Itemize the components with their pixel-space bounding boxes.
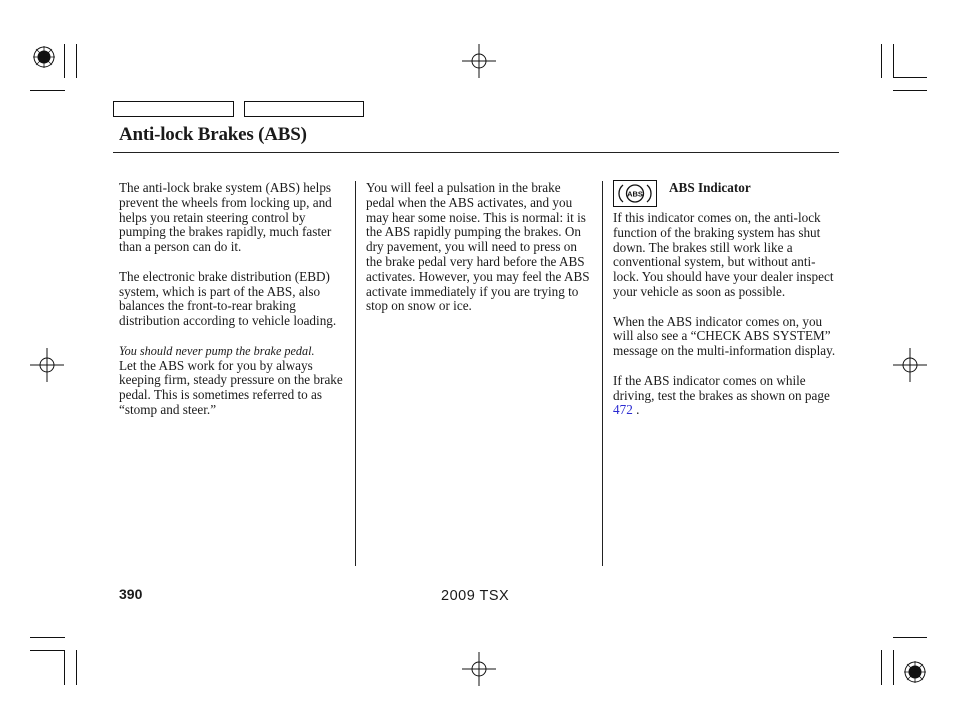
crosshair-icon: [462, 44, 496, 78]
title-divider: [113, 152, 839, 153]
paragraph: [613, 374, 839, 418]
crosshair-icon: [462, 652, 496, 686]
paragraph-text: .: [632, 402, 640, 418]
paragraph: You will feel a pulsation in the brake pedal when the ABS activates, and you may hear some noise. This is normal: it is the ABS rapidly pumping the brakes. On dry pavement, you will need to press on the brake pedal very hard before the ABS activates. However, you may feel the ABS activate immediately if you are trying to stop on snow or ice.: [366, 180, 590, 314]
crosshair-icon: [893, 348, 927, 382]
paragraph: The anti-lock brake system (ABS) helps prevent the wheels from locking up, and helps you retain steering control by pumping the brakes rapidly, much faster than a person can do it.: [119, 180, 332, 255]
crosshair-icon: [30, 348, 64, 382]
section-tab-1[interactable]: [113, 101, 234, 117]
paragraph-text: If the ABS indicator comes on while driving, test the brakes as shown on page: [613, 372, 830, 403]
paragraph: The electronic brake distribution (EBD) system, which is part of the ABS, also balances the front-to-rear braking distribution according to vehicle loading.: [119, 268, 337, 329]
italic-note: You should never pump the brake pedal.: [119, 343, 315, 358]
column-1: [119, 181, 345, 433]
page-number: 390: [119, 586, 143, 602]
abs-indicator-icon: [613, 180, 657, 207]
column-3: [613, 211, 839, 433]
page-link[interactable]: 472: [613, 402, 633, 418]
abs-icon-label: ABS: [627, 189, 643, 199]
abs-symbol-icon: [614, 181, 656, 206]
section-heading: ABS Indicator: [669, 180, 751, 195]
column-divider: [355, 181, 356, 566]
registration-target-icon: [904, 661, 926, 683]
column-divider: [602, 181, 603, 566]
registration-target-icon: [33, 46, 55, 68]
model-label: 2009 TSX: [441, 588, 510, 604]
page-title: Anti-lock Brakes (ABS): [119, 124, 307, 145]
paragraph: If this indicator comes on, the anti-lock function of the braking system has shut down. The brakes still work like a conventional system, but without anti-lock. You should have your dealer inspect your vehicle as soon as possible.: [613, 210, 834, 299]
section-tab-2[interactable]: [244, 101, 364, 117]
paragraph: Let the ABS work for you by always keeping firm, steady pressure on the brake pedal. This is sometimes referred to as “stomp and steer.”: [119, 357, 343, 417]
column-2: [366, 181, 592, 329]
paragraph: When the ABS indicator comes on, you will also see a “CHECK ABS SYSTEM” message on the multi-information display.: [613, 313, 836, 359]
